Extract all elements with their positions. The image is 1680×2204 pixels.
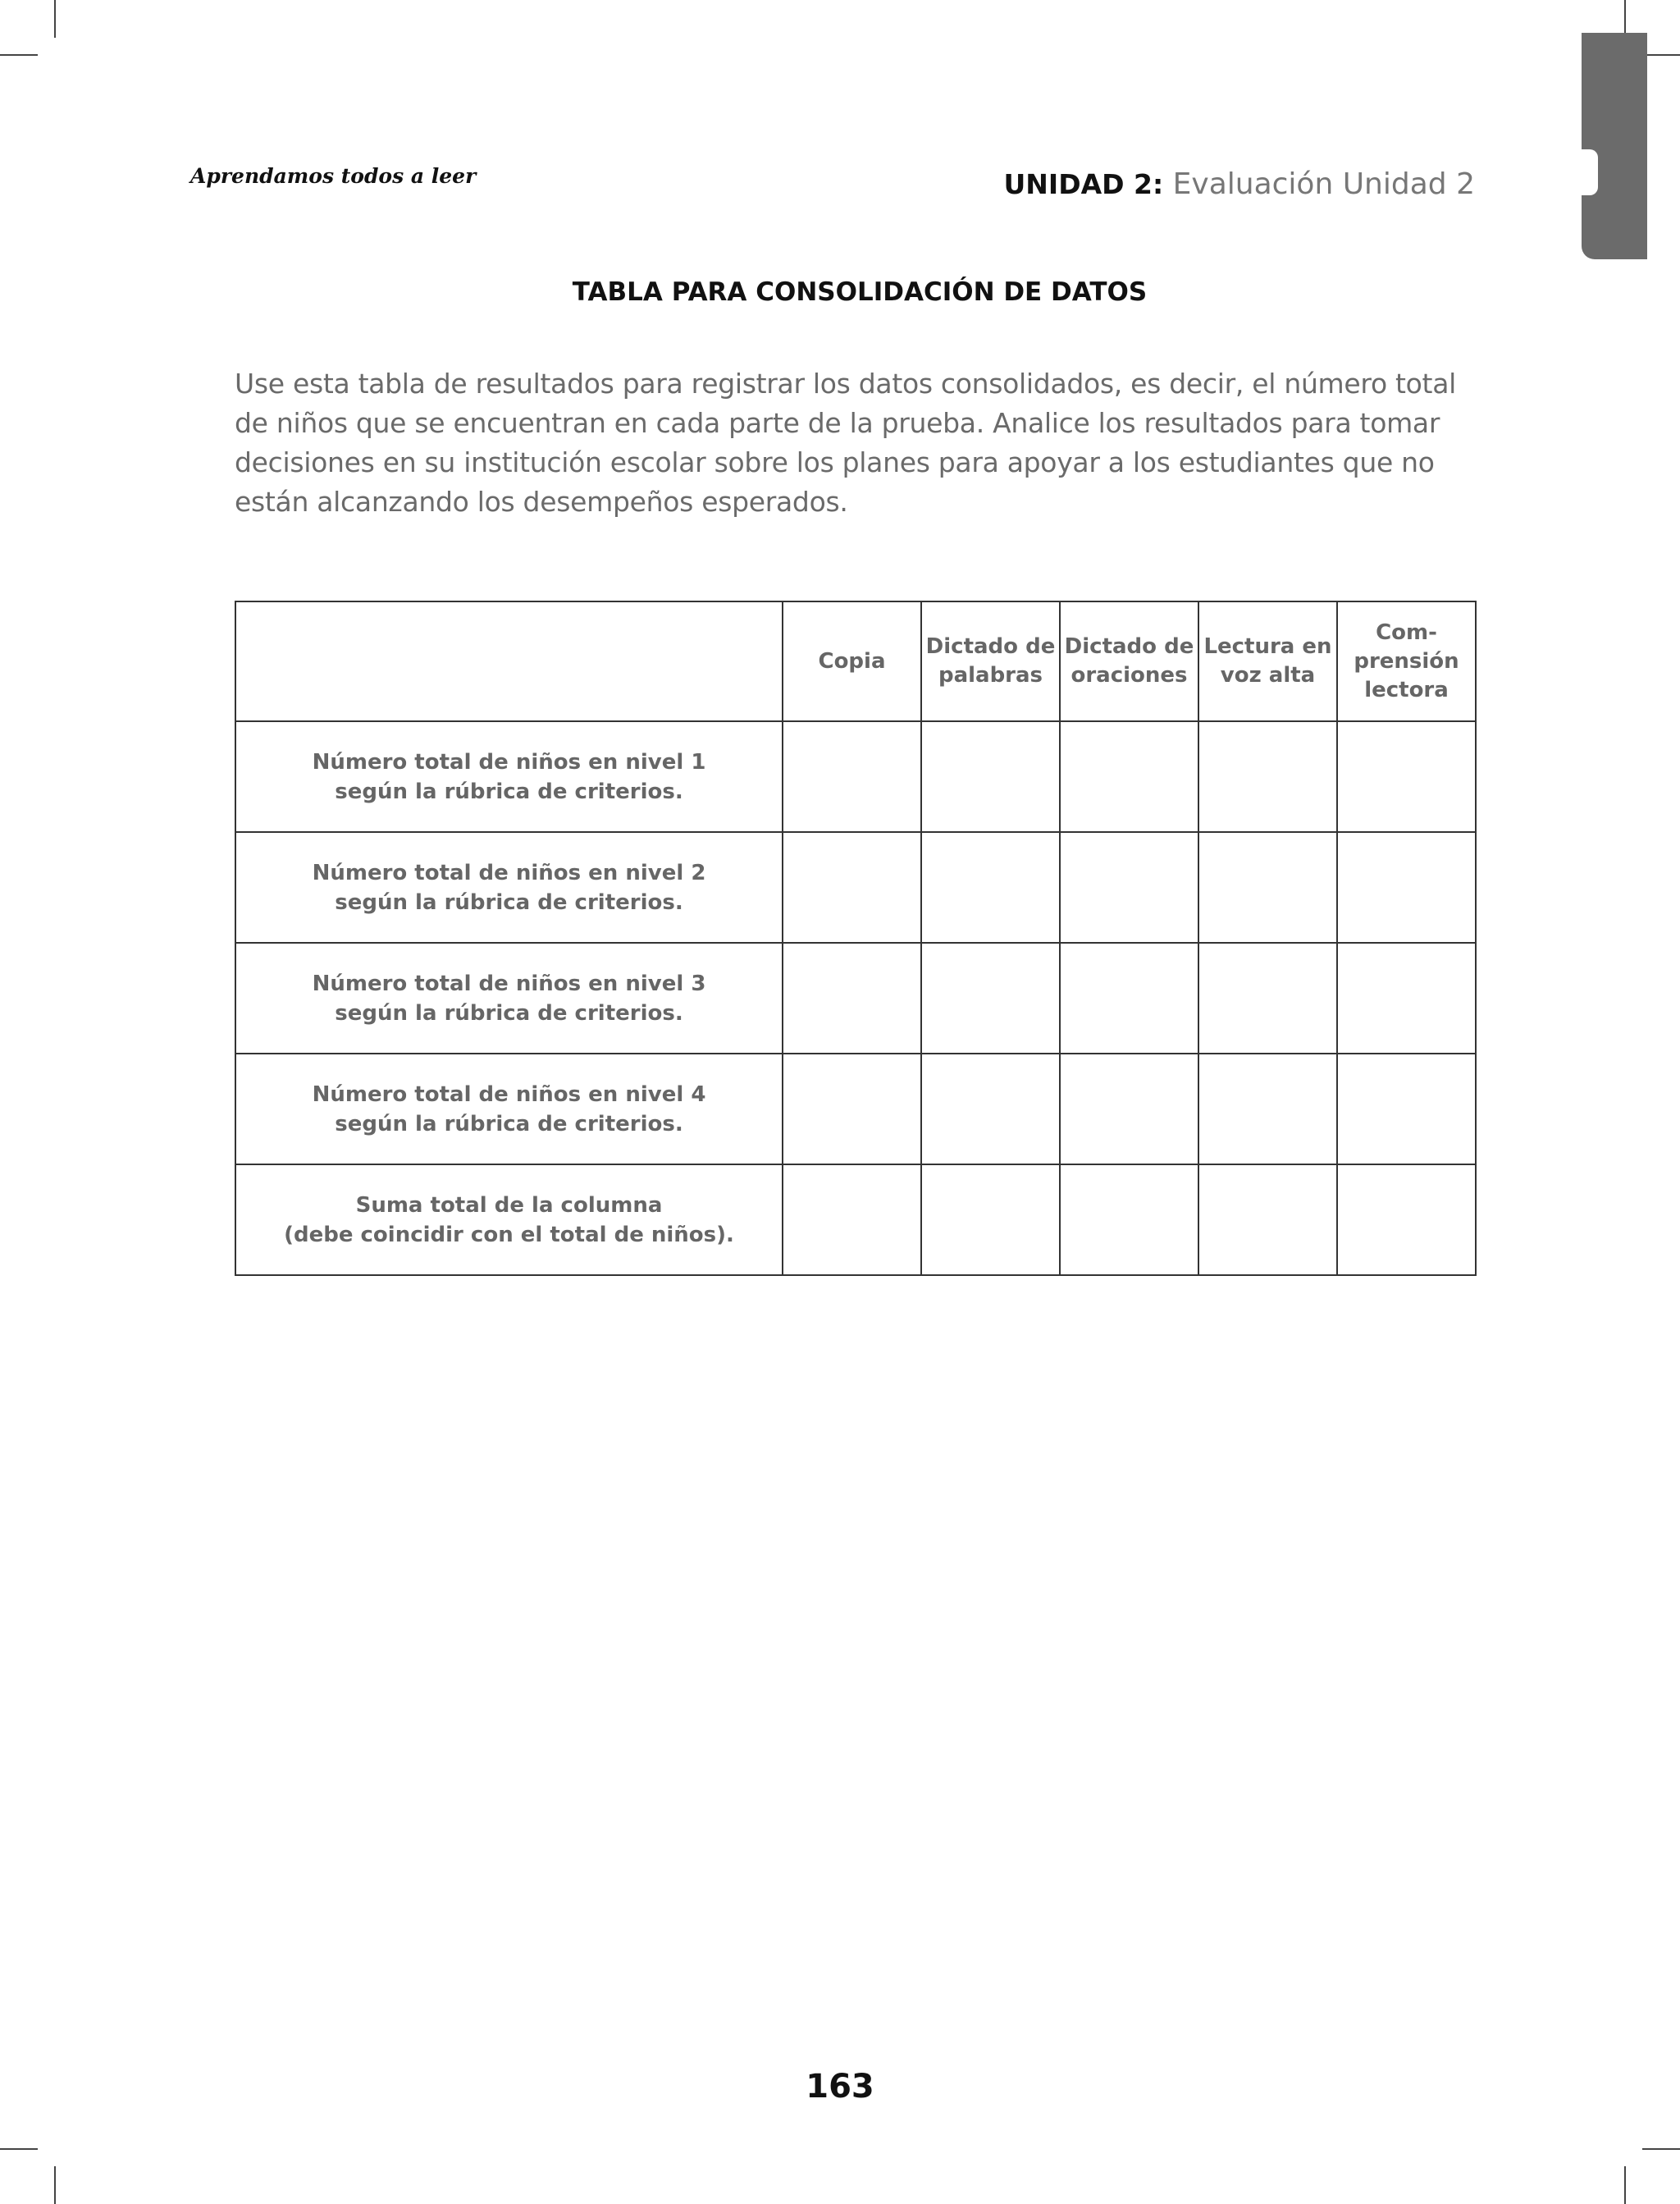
row-label: Suma total de la columna (debe coincidir con el total de niños). — [235, 1164, 783, 1275]
table-cell[interactable] — [783, 1164, 921, 1275]
crop-mark — [54, 0, 56, 38]
column-header: Dictado de oraciones — [1060, 601, 1198, 721]
table-cell[interactable] — [783, 943, 921, 1054]
page-number: 163 — [806, 2068, 874, 2106]
crop-mark — [0, 54, 38, 56]
table-cell[interactable] — [1060, 1164, 1198, 1275]
table-row — [235, 1054, 1476, 1164]
table-cell[interactable] — [1060, 721, 1198, 832]
table-cell[interactable] — [1198, 832, 1337, 943]
table-cell[interactable] — [1198, 1054, 1337, 1164]
column-header: Com- prensión lectora — [1337, 601, 1476, 721]
table-cell[interactable] — [783, 832, 921, 943]
table-cell[interactable] — [1337, 943, 1476, 1054]
row-label: Número total de niños en nivel 4 según la rúbrica de criterios. — [235, 1054, 783, 1164]
table-row — [235, 943, 1476, 1054]
table-cell[interactable] — [1060, 943, 1198, 1054]
table-cell[interactable] — [1060, 1054, 1198, 1164]
table-row — [235, 721, 1476, 832]
row-label: Número total de niños en nivel 2 según la rúbrica de criterios. — [235, 832, 783, 943]
unit-title: Evaluación Unidad 2 — [1172, 167, 1475, 201]
table-row — [235, 1164, 1476, 1275]
book-title: Aprendamos todos a leer — [190, 164, 477, 188]
unit-header — [1004, 167, 1475, 201]
table-cell[interactable] — [921, 721, 1060, 832]
column-header: Dictado de palabras — [921, 601, 1060, 721]
crop-mark — [0, 2148, 38, 2150]
consolidation-table — [235, 601, 1477, 1276]
table-corner-cell — [235, 601, 783, 721]
table-row — [235, 832, 1476, 943]
table-cell[interactable] — [1337, 1164, 1476, 1275]
table-cell[interactable] — [1198, 943, 1337, 1054]
table-cell[interactable] — [921, 1164, 1060, 1275]
table-cell[interactable] — [921, 1054, 1060, 1164]
intro-paragraph: Use esta tabla de resultados para registrar los datos consolidados, es decir, el número total de niños que se encuentran en cada parte de la prueba. Analice los resultados para tomar decisiones en su institución escolar sobre los planes para apoyar a los estudiantes que no están alcanzando los desempeños esperados. — [235, 368, 1456, 518]
column-header: Lectura en voz alta — [1198, 601, 1337, 721]
table-cell[interactable] — [1198, 1164, 1337, 1275]
table-cell[interactable] — [921, 943, 1060, 1054]
crop-mark — [54, 2166, 56, 2204]
column-header: Copia — [783, 601, 921, 721]
row-label: Número total de niños en nivel 1 según la rúbrica de criterios. — [235, 721, 783, 832]
crop-mark — [1624, 2166, 1626, 2204]
unit-label: UNIDAD 2: — [1003, 168, 1164, 200]
table-cell[interactable] — [1337, 1054, 1476, 1164]
row-label: Número total de niños en nivel 3 según la rúbrica de criterios. — [235, 943, 783, 1054]
crop-mark — [1642, 54, 1680, 56]
table-header-row — [235, 601, 1476, 721]
section-title: TABLA PARA CONSOLIDACIÓN DE DATOS — [572, 277, 1148, 307]
side-thumb-tab-notch — [1582, 149, 1598, 195]
table-cell[interactable] — [1337, 832, 1476, 943]
table-cell[interactable] — [1337, 721, 1476, 832]
table-cell[interactable] — [1198, 721, 1337, 832]
side-thumb-tab — [1582, 33, 1647, 259]
table-cell[interactable] — [1060, 832, 1198, 943]
crop-mark — [1642, 2148, 1680, 2150]
table-cell[interactable] — [783, 1054, 921, 1164]
table-cell[interactable] — [921, 832, 1060, 943]
table-cell[interactable] — [783, 721, 921, 832]
